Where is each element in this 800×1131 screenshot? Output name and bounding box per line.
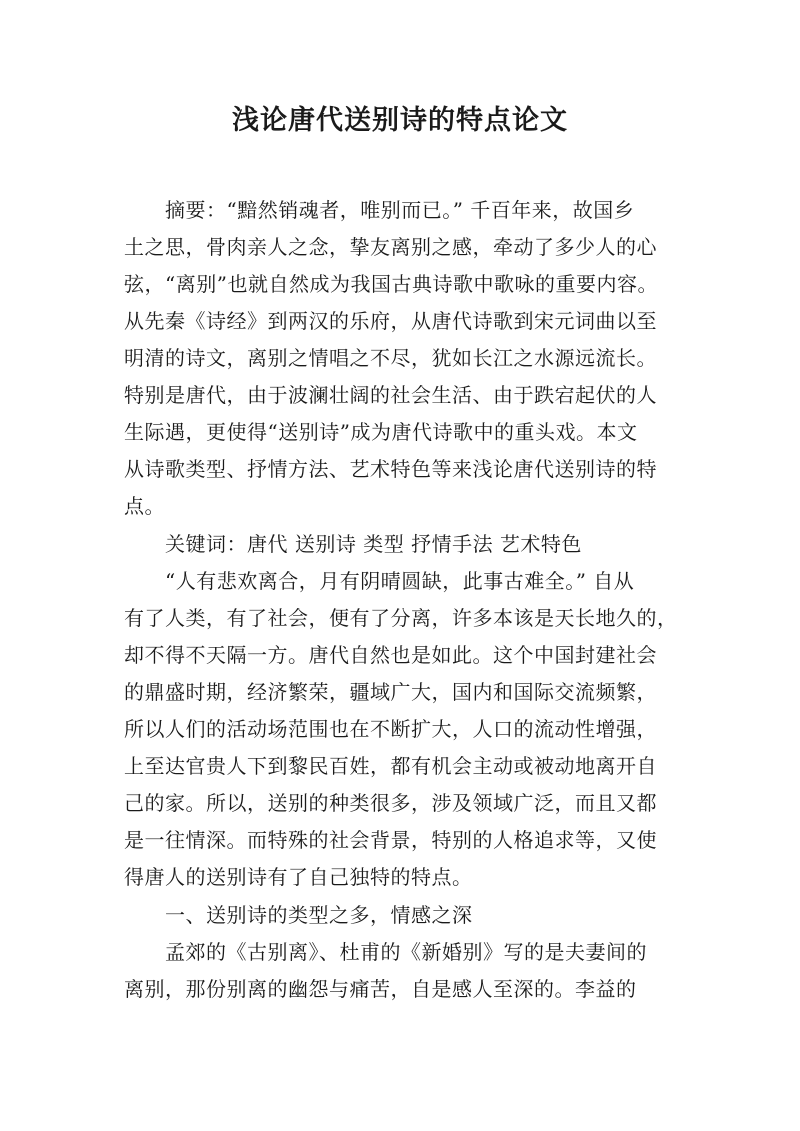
text-line: 却不得不天隔一方。唐代自然也是如此。这个中国封建社会	[124, 643, 657, 667]
text-line: 土之思，骨肉亲人之念，挚友离别之感，牵动了多少人的心	[124, 235, 657, 259]
text-line: 特别是唐代，由于波澜壮阔的社会生活、由于跌宕起伏的人	[124, 383, 657, 407]
text-line: 从先秦《诗经》到两汉的乐府，从唐代诗歌到宋元词曲以至	[124, 309, 657, 333]
document-title: 浅论唐代送别诗的特点论文	[232, 105, 568, 136]
text-line: 所以人们的活动场范围也在不断扩大，人口的流动性增强，	[124, 717, 657, 741]
section-heading: 一、送别诗的类型之多，情感之深	[165, 903, 473, 927]
text-line: 是一往情深。而特殊的社会背景，特别的人格追求等，又使	[124, 828, 657, 852]
text-line: 弦，“离别”也就自然成为我国古典诗歌中歌咏的重要内容。	[124, 272, 658, 296]
text-line: 摘要：“黯然销魂者，唯别而已。” 千百年来，故国乡	[165, 198, 635, 222]
text-line: 孟郊的《古别离》、杜甫的《新婚别》写的是夫妻间的	[165, 940, 647, 964]
keywords-line: 关键词：唐代 送别诗 类型 抒情手法 艺术特色	[165, 532, 582, 556]
text-line: 有了人类，有了社会，便有了分离，许多本该是天长地久的，	[124, 606, 678, 630]
text-line: 上至达官贵人下到黎民百姓，都有机会主动或被动地离开自	[124, 754, 657, 778]
text-line: 明清的诗文，离别之情唱之不尽，犹如长江之水源远流长。	[124, 346, 657, 370]
text-line: 己的家。所以，送别的种类很多，涉及领域广泛，而且又都	[124, 791, 657, 815]
text-line: 得唐人的送别诗有了自己独特的特点。	[124, 865, 473, 889]
text-line: 从诗歌类型、抒情方法、艺术特色等来浅论唐代送别诗的特	[124, 457, 657, 481]
text-line: 的鼎盛时期，经济繁荣，疆域广大，国内和国际交流频繁，	[124, 680, 657, 704]
text-line: 离别，那份别离的幽怨与痛苦，自是感人至深的。李益的	[124, 977, 637, 1001]
text-line: 生际遇，更使得“送别诗”成为唐代诗歌中的重头戏。本文	[124, 420, 638, 444]
text-line: 点。	[124, 494, 165, 518]
text-line: “人有悲欢离合，月有阴晴圆缺，此事古难全。” 自从	[165, 569, 635, 593]
